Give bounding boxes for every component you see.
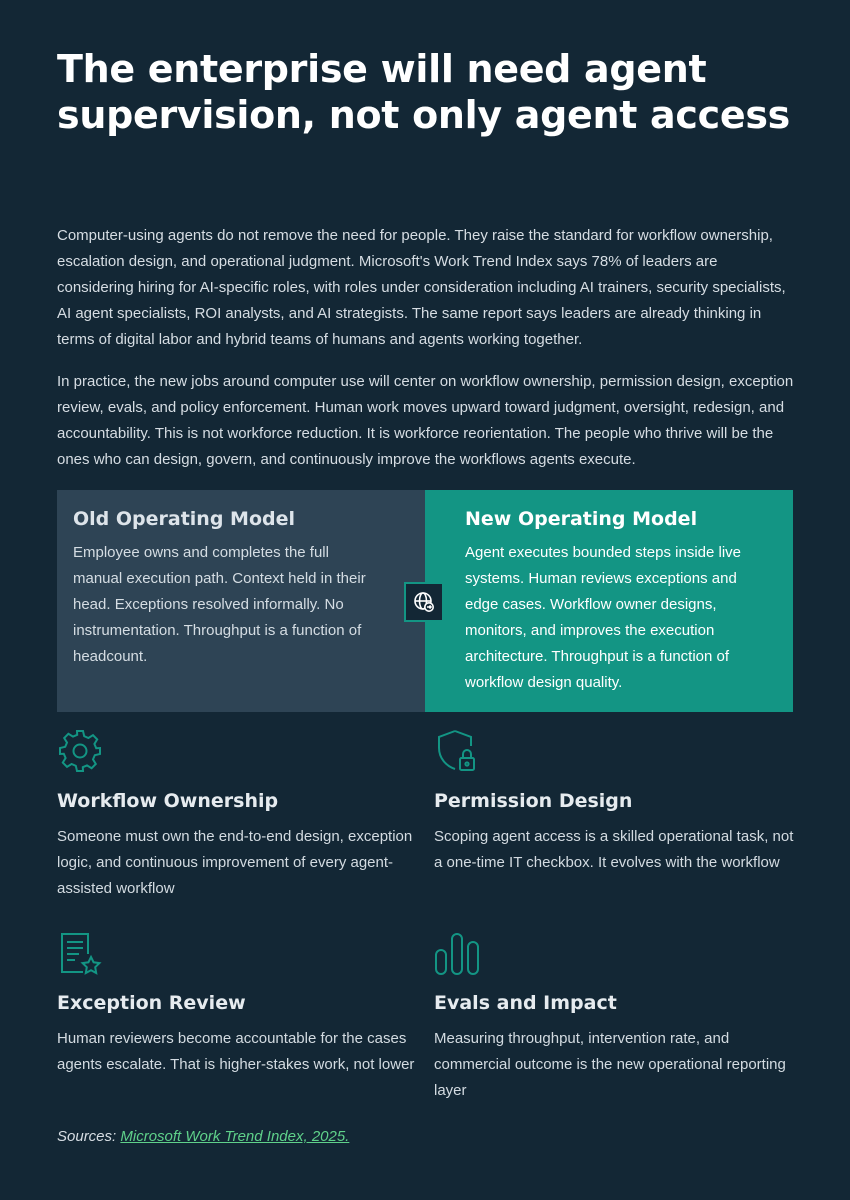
feature-heading: Permission Design bbox=[434, 790, 633, 812]
gear-icon bbox=[57, 728, 103, 774]
bar-chart-icon bbox=[434, 930, 480, 976]
document-star-icon bbox=[57, 930, 103, 976]
globe-arrow-icon bbox=[404, 582, 444, 622]
sources-label: Sources: bbox=[57, 1128, 117, 1145]
new-model-heading: New Operating Model bbox=[465, 508, 698, 530]
feature-description: Human reviewers become accountable for the cases agents escalate. That is higher-stakes work, not lower bbox=[57, 1030, 415, 1073]
shield-lock-icon bbox=[434, 728, 480, 774]
feature-description: Someone must own the end-to-end design, exception logic, and continuous improvement of every agent-assisted workflow bbox=[57, 828, 413, 897]
sources-note bbox=[57, 1125, 349, 1149]
old-model-heading: Old Operating Model bbox=[73, 508, 296, 530]
practice-paragraph: In practice, the new jobs around computer use will center on workflow ownership, permission design, exception review, evals, and policy enforcement. Human work moves upward toward judgment, oversight, redesign, and accountability. This is not workforce reduction. It is workforce reorientation. The people who thrive will be the ones who can design, govern, and continuously improve the workflows agents execute. bbox=[57, 373, 794, 468]
source-link[interactable]: Microsoft Work Trend Index, 2025. bbox=[120, 1128, 350, 1145]
feature-workflow-ownership bbox=[57, 728, 427, 902]
feature-heading: Workflow Ownership bbox=[57, 790, 279, 812]
old-model-description: Employee owns and completes the full manual execution path. Context held in their head. Exceptions resolved informally. No instrumentation. Throughput is a function of headcount. bbox=[73, 544, 366, 665]
page-title: The enterprise will need agent supervision, not only agent access bbox=[57, 47, 790, 137]
new-operating-model-panel bbox=[425, 490, 793, 712]
feature-evals-and-impact bbox=[434, 930, 804, 1104]
feature-permission-design bbox=[434, 728, 804, 876]
intro-paragraph: Computer-using agents do not remove the need for people. They raise the standard for workflow ownership, escalation design, and operational judgment. Microsoft's Work Trend Index says 78% of leaders are considering hiring for AI-specific roles, with roles under consideration including AI trainers, security specialists, AI agent specialists, ROI analysts, and AI strategists. The same report says leaders are already thinking in terms of digital labor and hybrid teams of humans and agents working together. bbox=[57, 227, 786, 348]
feature-heading: Evals and Impact bbox=[434, 992, 617, 1014]
feature-description: Measuring throughput, intervention rate, and commercial outcome is the new operational reporting layer bbox=[434, 1030, 786, 1099]
old-operating-model-panel bbox=[57, 490, 425, 712]
feature-exception-review bbox=[57, 930, 427, 1078]
feature-description: Scoping agent access is a skilled operational task, not a one-time IT checkbox. It evolves with the workflow bbox=[434, 828, 794, 871]
feature-heading: Exception Review bbox=[57, 992, 246, 1014]
new-model-description: Agent executes bounded steps inside live systems. Human reviews exceptions and edge cases. Workflow owner designs, monitors, and improves the execution architecture. Throughput is a function of workflow design quality. bbox=[465, 544, 742, 691]
